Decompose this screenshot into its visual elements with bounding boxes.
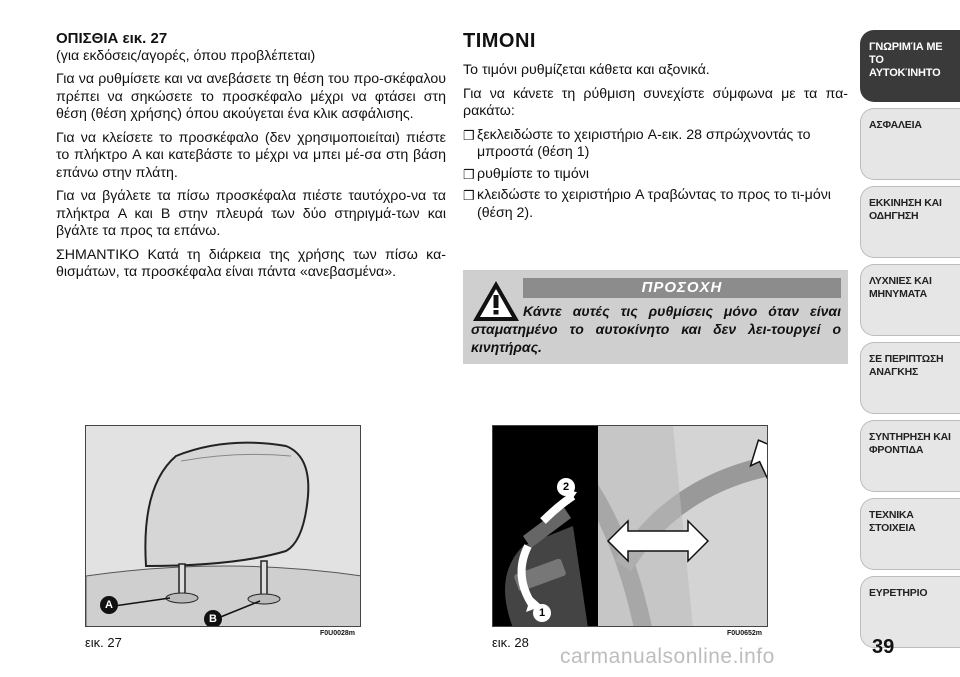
checkbox-bullet-icon: ❒ <box>463 188 475 203</box>
checkbox-bullet-icon: ❒ <box>463 166 475 182</box>
warning-title: ΠΡΟΣΟΧΗ <box>523 278 841 298</box>
section-subheading: (για εκδόσεις/αγορές, όπου προβλέπεται) <box>56 47 316 64</box>
tab-getting-to-know-car[interactable]: ΓΝΩΡΙΜΊΑ ΜΕ ΤΟ ΑΥΤΟΚΊΝΗΤΟ <box>860 30 960 102</box>
left-column <box>56 30 446 288</box>
section-heading-steering-wheel: ΤΙΜΟΝΙ <box>463 30 536 52</box>
paragraph: Για να ρυθμίσετε και να ανεβάσετε τη θέση του προ-σκέφαλου πρέπει να σηκώσετε το προσκέφαλο μέχρι να φτάσει στη θέση (θέση χρήσης) όπου ακούγεται ένα κλικ ασφάλισης. <box>56 71 446 122</box>
tab-technical-data[interactable]: ΤΕΧΝΙΚΑ ΣΤΟΙΧΕΙΑ <box>860 498 960 570</box>
checkbox-bullet-icon: ❒ <box>463 127 475 143</box>
figure-steering-image <box>492 425 768 627</box>
page-number: 39 <box>872 636 895 658</box>
tab-index[interactable]: ΕΥΡΕΤΗΡΙΟ <box>860 576 960 648</box>
warning-box <box>463 270 848 364</box>
marker-a-badge: A <box>100 596 118 614</box>
tab-warning-lights[interactable]: ΛΥΧΝΙΕΣ ΚΑΙ ΜΗΝΥΜΑΤΑ <box>860 264 960 336</box>
tab-emergency[interactable]: ΣΕ ΠΕΡΙΠΤΩΣΗ ΑΝΑΓΚΗΣ <box>860 342 960 414</box>
paragraph: Για να κάνετε τη ρύθμιση συνεχίστε σύμφωνα με τα πα-ρακάτω: <box>463 85 848 119</box>
figure-headrest-image <box>85 425 361 627</box>
tab-maintenance[interactable]: ΣΥΝΤΗΡΗΣΗ ΚΑΙ ΦΡΟΝΤΙΔΑ <box>860 420 960 492</box>
headrest-illustration <box>86 426 361 627</box>
watermark: carmanualsonline.info <box>560 645 775 668</box>
paragraph: Για να βγάλετε τα πίσω προσκέφαλα πιέστε ταυτόχρο-να τα πλήκτρα A και B στην πλευρά των δύο στηριγμά-των και βγάλτε τα προς τα επάνω. <box>56 188 446 239</box>
tab-starting-driving[interactable]: ΕΚΚΙΝΗΣΗ ΚΑΙ ΟΔΗΓΗΣΗ <box>860 186 960 258</box>
figure-code: F0U0652m <box>727 630 763 637</box>
figure-label: εικ. 28 <box>492 635 529 650</box>
list-item: ❒ κλειδώστε το χειριστήριο A τραβώντας το προς το τι-μόνι (θέση 2). <box>463 187 831 221</box>
chapter-sidebar <box>860 30 960 640</box>
list-item: ❒ ρυθμίστε το τιμόνι <box>463 165 589 182</box>
marker-1-badge: 1 <box>533 604 551 622</box>
steering-column-illustration <box>493 426 768 627</box>
paragraph: Το τιμόνι ρυθμίζεται κάθετα και αξονικά. <box>463 62 710 78</box>
tab-safety[interactable]: ΑΣΦΑΛΕΙΑ <box>860 108 960 180</box>
figure-label: εικ. 27 <box>85 635 122 650</box>
figure-code: F0U0028m <box>320 630 356 637</box>
marker-b-badge: B <box>204 610 222 627</box>
marker-2-badge: 2 <box>557 478 575 496</box>
section-heading-rear-headrests: ΟΠΙΣΘΙΑ εικ. 27 <box>56 30 168 47</box>
right-column <box>463 30 848 226</box>
paragraph: Για να κλείσετε το προσκέφαλο (δεν χρησιμοποιείται) πιέστε το πλήκτρο A και κατεβάστε το μέχρι να μπει μέ-σα στη βάση επάνω στην πλάτη. <box>56 129 446 181</box>
paragraph: ΣΗΜΑΝΤΙΚΟ Κατά τη διάρκεια της χρήσης των πίσω κα-θισμάτων, τα προσκέφαλα είναι πάντα «ανεβασμένα». <box>56 246 446 280</box>
list-item: ❒ ξεκλειδώστε το χειριστήριο A-εικ. 28 σπρώχνοντάς το μπροστά (θέση 1) <box>463 126 811 160</box>
warning-text: Κάντε αυτές τις ρυθμίσεις μόνο όταν είναι σταματημένο το αυτοκίνητο και δεν λει-τουργεί ο κινητήρας. <box>471 303 841 355</box>
